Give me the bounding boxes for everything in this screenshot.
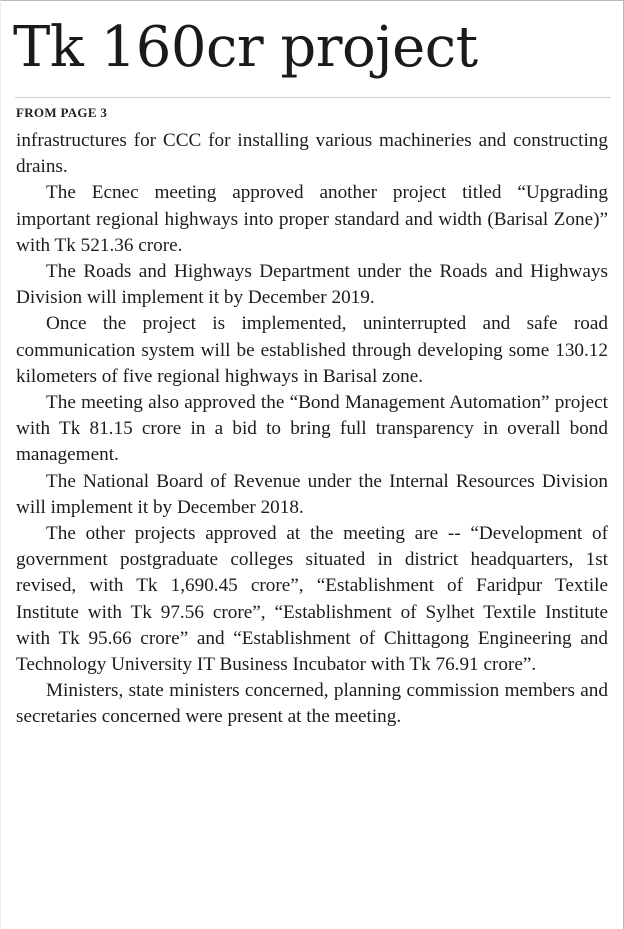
- paragraph: The other projects approved at the meeting are -- “Development of government postgraduate colleges situated in district headquarters, 1st revised, with Tk 1,690.45 crore”, “Establishment of Faridpur Textile Institute with Tk 97.56 crore”, “Establishment of Sylhet Textile Institute with Tk 95.66 crore” and “Establishment of Chittagong Engineering and Technology University IT Business Incubator with Tk 76.91 crore”.: [16, 523, 608, 676]
- paragraph: Ministers, state ministers concerned, planning commission members and secretaries concerned were present at the meeting.: [16, 680, 608, 728]
- headline-divider: [15, 97, 611, 98]
- paragraph: Once the project is implemented, uninterrupted and safe road communication system will be established through developing some 130.12 kilometers of five regional highways in Barisal zone.: [16, 313, 608, 387]
- article-body: [16, 128, 608, 731]
- paragraph: The Ecnec meeting approved another project titled “Upgrading important regional highways into proper standard and width (Barisal Zone)” with Tk 521.36 crore.: [16, 182, 608, 256]
- paragraph: The National Board of Revenue under the Internal Resources Division will implement it by December 2018.: [16, 470, 608, 518]
- paragraph: infrastructures for CCC for installing various machineries and constructing drains.: [16, 130, 608, 178]
- jump-line: FROM PAGE 3: [16, 105, 108, 120]
- paragraph: The Roads and Highways Department under the Roads and Highways Division will implement it by December 2019.: [16, 261, 608, 309]
- headline: Tk 160cr project: [13, 15, 478, 80]
- paragraph: The meeting also approved the “Bond Management Automation” project with Tk 81.15 crore in a bid to bring full transparency in overall bond management.: [16, 392, 608, 466]
